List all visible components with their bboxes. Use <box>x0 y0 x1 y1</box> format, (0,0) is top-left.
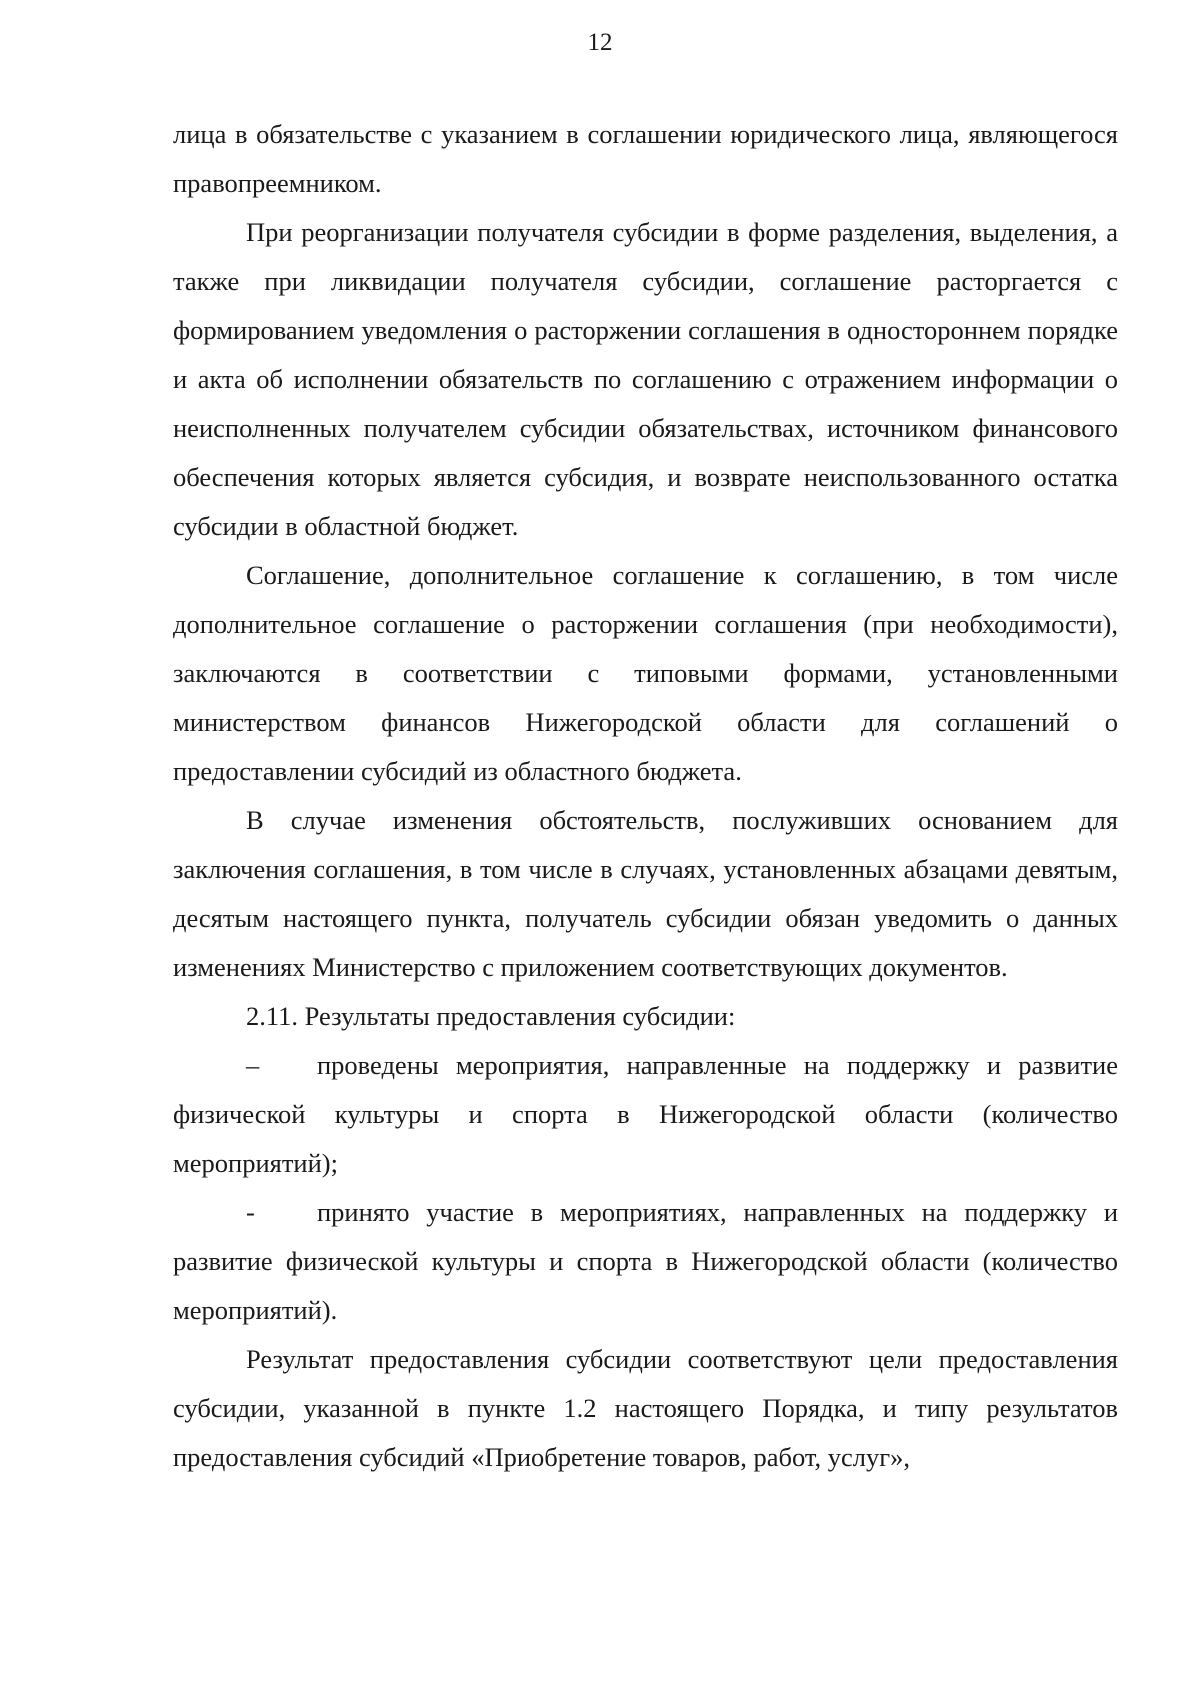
paragraph-result-type: Результат предоставления субсидии соответствуют цели предоставления субсидии, указанной в пункте 1.2 настоящего Порядка, и типу результатов предоставления субсидий «Приобретение товаров, работ, услуг», <box>173 1344 1118 1472</box>
paragraph-change-notice: В случае изменения обстоятельств, послуживших основанием для заключения соглашения, в том числе в случаях, установленных абзацами девятым, десятым настоящего пункта, получатель субсидии обязан уведомить о данных изменениях Министерство с приложением соответствующих документов. <box>173 805 1118 982</box>
paragraph-continuation: лица в обязательстве с указанием в соглашении юридического лица, являющегося правопреемником. <box>173 119 1118 198</box>
page-number: 12 <box>587 29 613 56</box>
paragraph-reorganization: При реорганизации получателя субсидии в форме разделения, выделения, а также при ликвидации получателя субсидии, соглашение расторгается с формированием уведомления о расторжении соглашения в одностороннем порядке и акта об исполнении обязательств по соглашению с отражением информации о неисполненных получателем субсидии обязательствах, источником финансового обеспечения которых является субсидия, и возврате неиспользованного остатка субсидии в областной бюджет. <box>173 217 1118 541</box>
list-item-text: принято участие в мероприятиях, направленных на поддержку и развитие физической культуры и спорта в Нижегородской области (количество мероприятий). <box>173 1197 1118 1325</box>
document-body <box>173 110 1118 1482</box>
section-heading-2-11: 2.11. Результаты предоставления субсидии: <box>246 1001 736 1031</box>
list-item-text: проведены мероприятия, направленные на поддержку и развитие физической культуры и спорта в Нижегородской области (количество мероприятий); <box>173 1050 1118 1178</box>
list-marker: - <box>246 1197 255 1227</box>
list-item-events-held <box>173 1041 1118 1188</box>
list-item-participation <box>173 1188 1118 1335</box>
paragraph-agreement-forms: Соглашение, дополнительное соглашение к соглашению, в том числе дополнительное соглашение о расторжении соглашения (при необходимости), заключаются в соответствии с типовыми формами, установленными министерством финансов Нижегородской области для соглашений о предоставлении субсидий из областного бюджета. <box>173 560 1118 786</box>
list-marker: – <box>246 1050 260 1080</box>
